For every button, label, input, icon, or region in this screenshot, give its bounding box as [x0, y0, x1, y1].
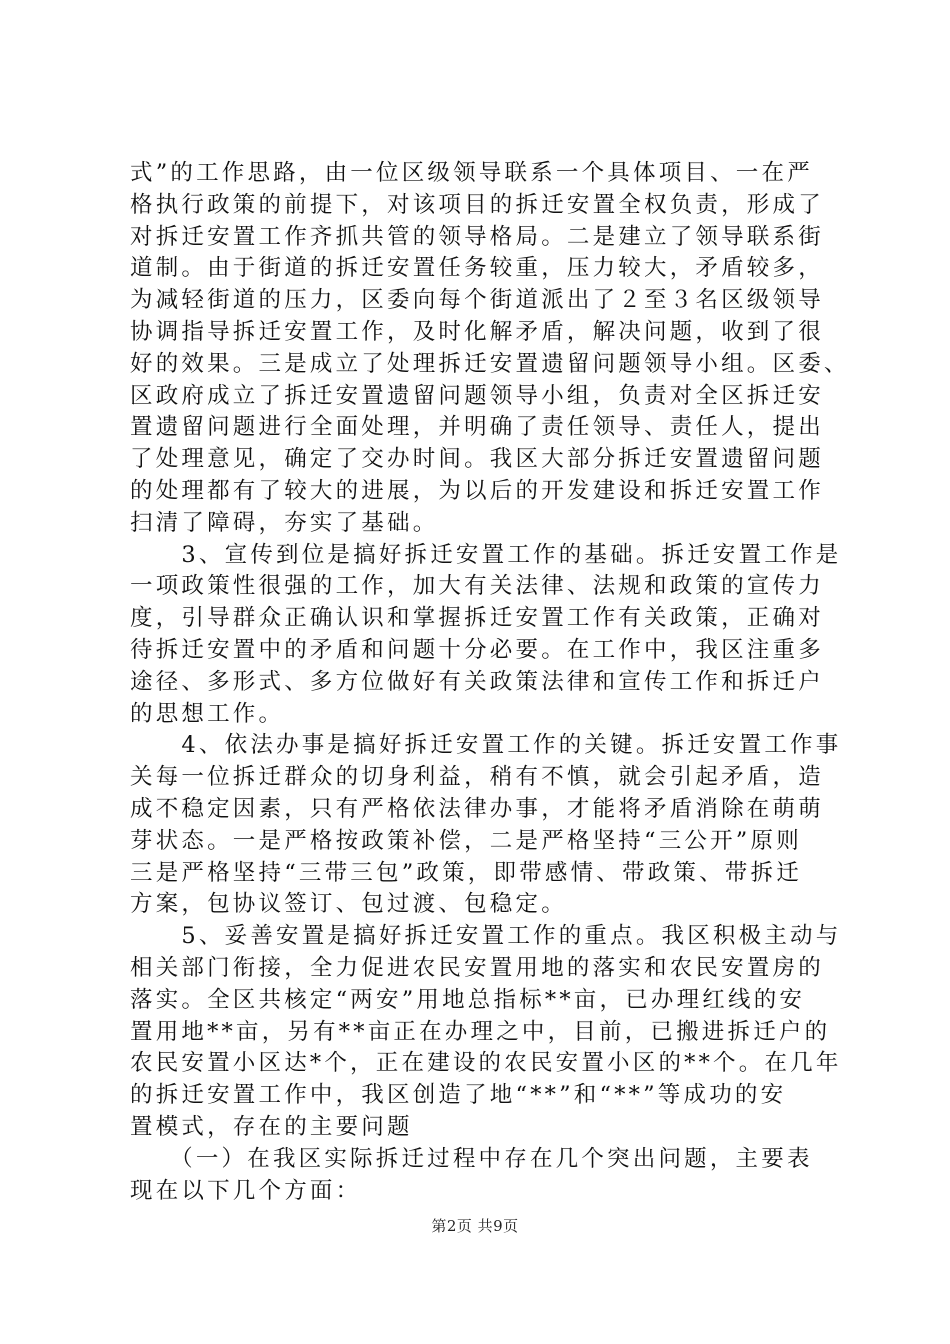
text-line: 了处理意见，确定了交办时间。我区大部分拆迁安置遗留问题 — [130, 446, 824, 473]
text-line: 好的效果。三是成立了处理拆迁安置遗留问题领导小组。区委、 — [130, 350, 850, 377]
text-line: 置用地**亩，另有**亩正在办理之中，目前，已搬进拆迁户的 — [130, 1018, 831, 1045]
text-line: 对拆迁安置工作齐抓共管的领导格局。二是建立了领导联系街 — [130, 223, 824, 250]
text-line: 置模式，存在的主要问题 — [130, 1113, 413, 1140]
text-line: 道制。由于街道的拆迁安置任务较重，压力较大，矛盾较多， — [130, 255, 824, 282]
text-line: 途径、多形式、多方位做好有关政策法律和宣传工作和拆迁户 — [130, 668, 824, 695]
text-line: 置遗留问题进行全面处理，并明确了责任领导、责任人，提出 — [130, 414, 824, 441]
text-line: 待拆迁安置中的矛盾和问题十分必要。在工作中，我区注重多 — [130, 636, 824, 663]
text-line: 扫清了障碍，夯实了基础。 — [130, 509, 439, 536]
text-line: 农民安置小区达*个，正在建设的农民安置小区的**个。在几年 — [130, 1050, 842, 1077]
text-line: 成不稳定因素，只有严格依法律办事，才能将矛盾消除在萌萌 — [130, 795, 824, 822]
text-line: 现在以下几个方面： — [130, 1177, 362, 1204]
text-line: 为减轻街道的压力，区委向每个街道派出了２至３名区级领导 — [130, 287, 824, 314]
text-line: 相关部门衔接，全力促进农民安置用地的落实和农民安置房的 — [130, 954, 824, 981]
text-line: 的思想工作。 — [130, 700, 285, 727]
text-line: 关每一位拆迁群众的切身利益，稍有不慎，就会引起矛盾，造 — [130, 764, 824, 791]
text-line: （一）在我区实际拆迁过程中存在几个突出问题，主要表 — [130, 1145, 813, 1172]
text-line: 的处理都有了较大的进展，为以后的开发建设和拆迁安置工作 — [130, 477, 824, 504]
text-line: 度，引导群众正确认识和掌握拆迁安置工作有关政策，正确对 — [130, 605, 824, 632]
text-line: 三是严格坚持“三带三包”政策，即带感情、带政策、带拆迁 — [130, 859, 802, 886]
text-line: 芽状态。一是严格按政策补偿，二是严格坚持“三公开”原则 — [130, 827, 802, 854]
text-line: 协调指导拆迁安置工作，及时化解矛盾，解决问题，收到了很 — [130, 318, 824, 345]
text-line: 落实。全区共核定“两安”用地总指标**亩，已办理红线的安 — [130, 986, 806, 1013]
text-line: 的拆迁安置工作中，我区创造了地“**”和“**”等成功的安 — [130, 1082, 787, 1109]
text-line: 方案，包协议签订、包过渡、包稳定。 — [130, 891, 567, 918]
text-line: 5、妥善安置是搞好拆迁安置工作的重点。我区积极主动与 — [130, 923, 842, 950]
text-line: 3、宣传到位是搞好拆迁安置工作的基础。拆迁安置工作是 — [130, 541, 842, 568]
text-line: 区政府成立了拆迁安置遗留问题领导小组，负责对全区拆迁安 — [130, 382, 824, 409]
page-number-footer: 第2页 共9页 — [431, 1217, 519, 1235]
body-text — [130, 158, 850, 1207]
text-line: 4、依法办事是搞好拆迁安置工作的关键。拆迁安置工作事 — [130, 732, 842, 759]
text-line: 格执行政策的前提下，对该项目的拆迁安置全权负责，形成了 — [130, 191, 824, 218]
text-line: 式”的工作思路，由一位区级领导联系一个具体项目、一在严 — [130, 160, 813, 186]
text-line: 一项政策性很强的工作，加大有关法律、法规和政策的宣传力 — [130, 573, 824, 600]
